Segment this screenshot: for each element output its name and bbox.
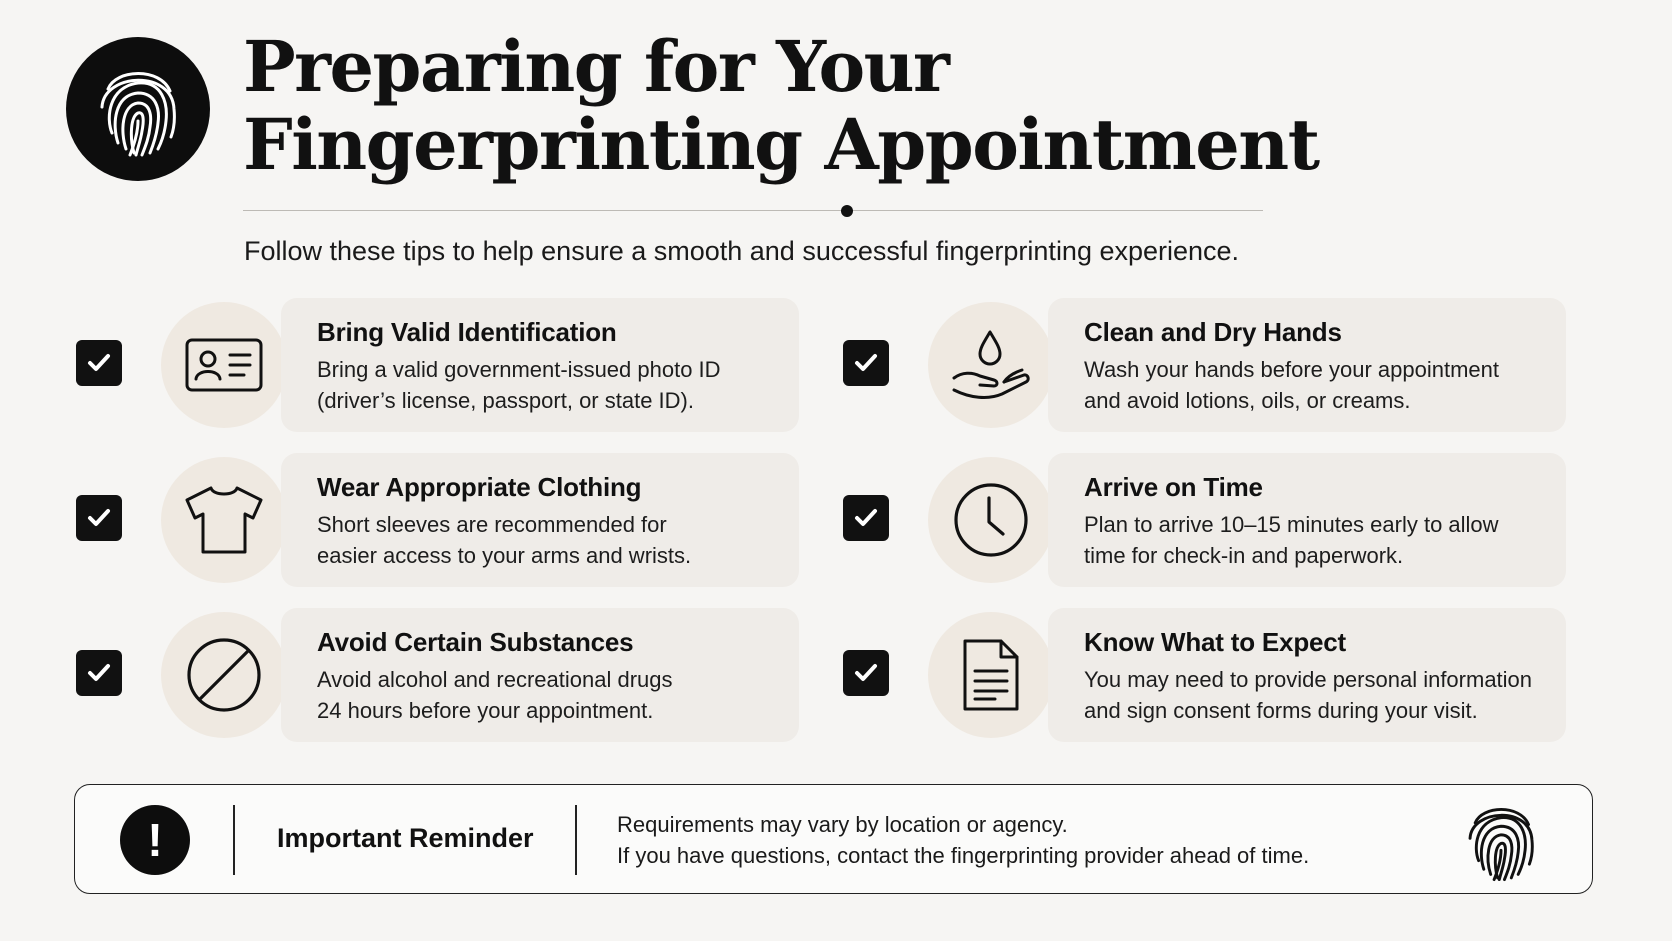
hand-water-drop-icon <box>950 328 1032 402</box>
tip-description-line-2: and sign consent forms during your visit. <box>1084 698 1478 723</box>
icon-circle <box>928 302 1054 428</box>
checkbox-checked[interactable] <box>843 495 889 541</box>
tip-description-line-2: 24 hours before your appointment. <box>317 698 654 723</box>
checkbox-checked[interactable] <box>76 495 122 541</box>
t-shirt-icon <box>183 484 265 556</box>
tip-title: Bring Valid Identification <box>317 317 617 347</box>
clock-icon <box>951 480 1031 560</box>
exclamation-icon: ! <box>120 805 190 875</box>
icon-circle <box>928 612 1054 738</box>
checkmark-icon <box>852 349 880 377</box>
icon-circle <box>161 302 287 428</box>
tip-card <box>281 298 799 432</box>
tip-description-line-2: easier access to your arms and wrists. <box>317 543 692 568</box>
fingerprint-logo <box>66 37 210 181</box>
tip-description-line-1: Bring a valid government-issued photo ID <box>317 357 721 382</box>
reminder-divider <box>575 805 577 875</box>
tip-card <box>281 608 799 742</box>
checkmark-icon <box>852 504 880 532</box>
page-subtitle: Follow these tips to help ensure a smooth and successful fingerprinting experience. <box>244 236 1240 266</box>
checkbox-checked[interactable] <box>843 650 889 696</box>
tip-description-line-2: and avoid lotions, oils, or creams. <box>1084 388 1411 413</box>
tip-description-line-2: (driver’s license, passport, or state ID). <box>317 388 694 413</box>
page-title <box>243 25 1319 186</box>
icon-circle <box>161 457 287 583</box>
tip-title: Arrive on Time <box>1084 472 1263 502</box>
tip-title: Clean and Dry Hands <box>1084 317 1342 347</box>
tip-description <box>1084 664 1544 726</box>
reminder-label: Important Reminder <box>277 823 534 853</box>
fingerprint-icon <box>1463 797 1539 883</box>
reminder-text <box>617 809 1309 871</box>
reminder-line-1: Requirements may vary by location or agency. <box>617 812 1068 837</box>
tip-description-line-2: time for check-in and paperwork. <box>1084 543 1404 568</box>
tip-description <box>317 664 777 726</box>
checkbox-checked[interactable] <box>76 340 122 386</box>
tip-description <box>1084 354 1544 416</box>
reminder-line-2: If you have questions, contact the fingerprinting provider ahead of time. <box>617 843 1310 868</box>
tip-title: Know What to Expect <box>1084 627 1346 657</box>
divider-dot <box>841 205 853 217</box>
tip-description <box>317 509 777 571</box>
tip-title: Avoid Certain Substances <box>317 627 634 657</box>
icon-circle <box>161 612 287 738</box>
title-line-1: Preparing for Your <box>243 25 949 108</box>
tip-description-line-1: Plan to arrive 10–15 minutes early to allow <box>1084 512 1499 537</box>
important-reminder-box <box>74 784 1593 894</box>
tip-card <box>1048 298 1566 432</box>
tip-description <box>317 354 777 416</box>
checkbox-checked[interactable] <box>76 650 122 696</box>
tip-card <box>1048 453 1566 587</box>
checkmark-icon <box>85 349 113 377</box>
checkbox-checked[interactable] <box>843 340 889 386</box>
tip-description-line-1: You may need to provide personal information <box>1084 667 1533 692</box>
fingerprint-icon <box>94 59 182 159</box>
tip-description-line-1: Wash your hands before your appointment <box>1084 357 1499 382</box>
document-icon <box>959 637 1023 713</box>
tip-description-line-1: Short sleeves are recommended for <box>317 512 667 537</box>
prohibited-icon <box>184 635 264 715</box>
checkmark-icon <box>85 504 113 532</box>
tip-description-line-1: Avoid alcohol and recreational drugs <box>317 667 673 692</box>
tip-card <box>281 453 799 587</box>
title-line-2: Fingerprinting Appointment <box>243 103 1319 186</box>
id-card-icon <box>184 337 264 393</box>
tip-title: Wear Appropriate Clothing <box>317 472 642 502</box>
reminder-divider <box>233 805 235 875</box>
tip-description <box>1084 509 1544 571</box>
checkmark-icon <box>852 659 880 687</box>
checkmark-icon <box>85 659 113 687</box>
icon-circle <box>928 457 1054 583</box>
title-divider <box>243 210 1263 211</box>
tip-card <box>1048 608 1566 742</box>
